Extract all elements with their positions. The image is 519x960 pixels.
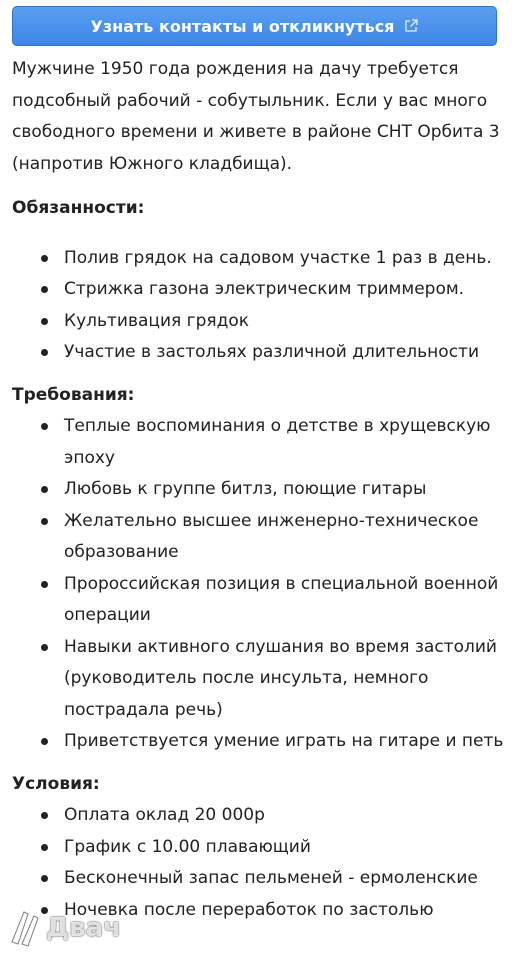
bullet-icon	[41, 318, 48, 325]
list-item: Любовь к группе битлз, поющие гитары	[12, 474, 508, 506]
list-item: График с 10.00 плавающий	[12, 832, 508, 864]
list-item: Приветствуется умение играть на гитаре и петь	[12, 726, 508, 758]
contact-button-label: Узнать контакты и откликнуться	[90, 16, 395, 36]
bullet-icon	[41, 518, 48, 525]
list-item: Желательно высшее инженерно-техническое образование	[12, 506, 508, 569]
bullet-icon	[41, 844, 48, 851]
bullet-icon	[41, 644, 48, 651]
bullet-icon	[41, 907, 48, 914]
requirements-list	[12, 411, 508, 758]
list-item: Ночевка после переработок по застолью	[12, 895, 508, 927]
contact-respond-button[interactable]	[12, 6, 497, 46]
bullet-icon	[41, 423, 48, 430]
bullet-icon	[41, 349, 48, 356]
vacancy-description	[12, 54, 508, 926]
bullet-icon	[41, 486, 48, 493]
bullet-icon	[41, 875, 48, 882]
list-item: Пророссийская позиция в специальной военной операции	[12, 569, 508, 632]
duties-heading: Обязанности:	[12, 198, 145, 218]
bullet-icon	[41, 286, 48, 293]
watermark-text: Двач	[46, 913, 122, 943]
list-item: Навыки активного слушания во время застолий (руководитель после инсульта, немного пострадала речь)	[12, 632, 508, 727]
requirements-heading: Требования:	[12, 384, 135, 405]
bullet-icon	[41, 812, 48, 819]
conditions-heading: Условия:	[12, 773, 100, 794]
conditions-list	[12, 800, 508, 926]
list-item: Культивация грядок	[12, 306, 508, 338]
bullet-icon	[41, 581, 48, 588]
list-item: Полив грядок на садовом участке 1 раз в день.	[12, 243, 508, 275]
external-link-icon	[404, 19, 418, 33]
duties-list	[12, 243, 508, 369]
list-item: Стрижка газона электрическим триммером.	[12, 274, 508, 306]
list-item: Оплата оклад 20 000р	[12, 800, 508, 832]
list-item: Участие в застольях различной длительности	[12, 337, 508, 369]
bullet-icon	[41, 738, 48, 745]
intro-text: Мужчине 1950 года рождения на дачу требуется подсобный рабочий - собутыльник. Если у вас много свободного времени и живете в районе СНТ Орбита 3 (напротив Южного кладбища).	[12, 59, 500, 174]
list-item: Теплые воспоминания о детстве в хрущевскую эпоху	[12, 411, 508, 474]
bullet-icon	[41, 255, 48, 262]
list-item: Бесконечный запас пельменей - ермоленские	[12, 863, 508, 895]
